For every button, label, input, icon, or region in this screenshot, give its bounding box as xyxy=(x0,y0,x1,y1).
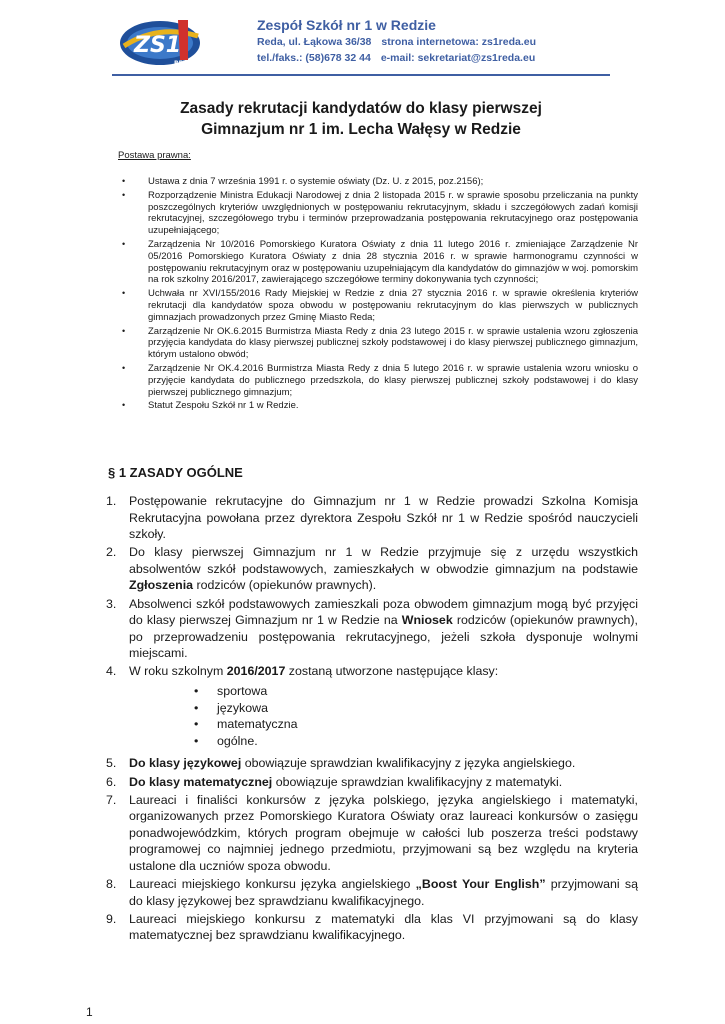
classes-list xyxy=(129,683,638,749)
letterhead xyxy=(257,16,536,66)
bullet-icon: • xyxy=(122,362,126,373)
school-name: Zespół Szkół nr 1 w Redzie xyxy=(257,17,436,33)
school-email: e-mail: sekretariat@zs1reda.eu xyxy=(380,52,536,64)
legal-basis-item: • Rozporządzenie Ministra Edukacji Narodowej z dnia 2 listopada 2015 r. w sprawie sposobu przeliczania na punkty poszczególnych kryteriów uwzględnionych w postępowaniu rekrutacyjnym, składu i szczegółowych zadań komisji rekrutacyjnej, szczegółowego trybu i terminów przeprowadzania postępowania rekrutacyjnego oraz postępowania uzupełniającego; xyxy=(122,189,638,237)
legal-basis-item: • Zarządzenie Nr OK.4.2016 Burmistrza Miasta Redy z dnia 5 lutego 2016 r. w sprawie ustalenia wzoru wniosku o przyjęcie kandydata do publicznego przedszkola, do klasy pierwszej publicznej szkoły podstawowej i do klasy pierwszej publicznego gimnazjum; xyxy=(122,362,638,398)
bullet-icon: • xyxy=(122,288,126,299)
school-website: strona internetowa: zs1reda.eu xyxy=(381,36,537,48)
bullet-icon: • xyxy=(122,238,126,249)
rule-item: 4. W roku szkolnym 2016/2017 zostaną utworzone następujące klasy: • sportowa • językowa • matematyczna • ogólne. xyxy=(129,663,638,749)
class-item: • matematyczna xyxy=(194,717,298,732)
rule-item: 2. Do klasy pierwszej Gimnazjum nr 1 w Redzie przyjmuje się z urzędu wszystkich absolwentów szkół podstawowych, zamieszkałych w obwodzie gimnazjum na podstawie Zgłoszenia rodziców (opiekunów prawnych). xyxy=(106,545,638,593)
bullet-icon: • xyxy=(194,717,199,732)
page-number: 1 xyxy=(86,1005,93,1019)
rule-item: 6. Do klasy matematycznej obowiązuje sprawdzian kwalifikacyjny z matematyki. xyxy=(106,774,563,789)
rule-item: 9. Laureaci miejskiego konkursu z matematyki dla klas VI przyjmowani są do klasy matematycznej bez sprawdzianu kwalifikacyjnego. xyxy=(106,911,638,943)
legal-basis-item: • Ustawa z dnia 7 września 1991 r. o systemie oświaty (Dz. U. z 2015, poz.2156); xyxy=(122,176,484,187)
class-item: • ogólne. xyxy=(194,733,258,748)
legal-basis-item: • Zarządzenia Nr 10/2016 Pomorskiego Kuratora Oświaty z dnia 11 lutego 2016 r. zmieniające Zarządzenie Nr 05/2016 Pomorskiego Kuratora Oświaty z dnia 28 stycznia 2016 r. w sprawie harmonogramu czynności w postępowaniu rekrutacyjnym oraz w postępowaniu uzupełniającym dla kandydatów do gimnazjów w woj. pomorskim na rok szkolny 2016/2017, zawierającego szczegółowe terminy dokonywania tych czynności; xyxy=(122,238,638,286)
section-heading: § 1 ZASADY OGÓLNE xyxy=(108,465,243,480)
bullet-icon: • xyxy=(194,733,199,748)
header-divider xyxy=(112,74,610,76)
school-phone: tel./faks.: (58)678 32 44 xyxy=(257,52,371,64)
school-address: Reda, ul. Łąkowa 36/38 xyxy=(257,36,372,48)
rule-item: 8. Laureaci miejskiego konkursu języka angielskiego „Boost Your English” przyjmowani są do klasy językowej bez sprawdzianu kwalifikacyjnego. xyxy=(106,877,639,908)
title-line-1: Zasady rekrutacji kandydatów do klasy pierwszej xyxy=(180,100,542,117)
legal-basis-label: Postawa prawna: xyxy=(118,150,191,161)
bullet-icon: • xyxy=(194,700,199,715)
rule-item: 5. Do klasy językowej obowiązuje sprawdzian kwalifikacyjny z języka angielskiego. xyxy=(106,756,576,771)
rule-item: 7. Laureaci i finaliści konkursów z języka polskiego, języka angielskiego i matematyki, organizowanych przez Pomorskiego Kuratora Oświaty oraz laureaci konkursów o zasięgu ponadwojewódzkim, których program obejmuje w całości lub poszerza treści podstawy programowej co najmniej jednego przedmiotu, przyjmowani są bez względu na kryteria ustalone dla uczniów spoza obwodu. xyxy=(106,792,638,873)
logo-mark-subtext: REDA xyxy=(174,60,193,67)
rule-item: 1. Postępowanie rekrutacyjne do Gimnazjum nr 1 w Redzie prowadzi Szkolna Komisja Rekrutacyjna powołana przez dyrektora Zespołu Szkół nr 1 w Redzie spośród nauczycieli szkoły. xyxy=(106,494,638,542)
rule-item: 3. Absolwenci szkół podstawowych zamieszkali poza obwodem gimnazjum mogą być przyjęci do klasy pierwszej Gimnazjum nr 1 w Redzie na Wniosek rodziców (opiekunów prawnych), po przeprowadzeniu postępowania rekrutacyjnego, jeżeli szkoła dysponuje wolnymi miejscami. xyxy=(106,596,638,661)
bullet-icon: • xyxy=(194,684,199,699)
rules-list xyxy=(0,493,725,945)
class-item: • sportowa xyxy=(194,684,268,699)
document-title xyxy=(112,98,610,140)
bullet-icon: • xyxy=(122,400,126,411)
bullet-icon: • xyxy=(122,325,126,336)
legal-basis-item: • Uchwała nr XVI/155/2016 Rady Miejskiej w Redzie z dnia 27 stycznia 2016 r. w sprawie określenia kryteriów rekrutacji dla kandydatów spoza obwodu w postępowaniu rekrutacyjnym do klas pierwszych w publicznych gimnazjach prowadzonych przez Gminę Miasto Reda; xyxy=(122,288,638,323)
bullet-icon: • xyxy=(122,189,126,200)
school-logo xyxy=(118,16,202,68)
legal-basis-item: • Zarządzenie Nr OK.6.2015 Burmistrza Miasta Redy z dnia 23 lutego 2015 r. w sprawie ustalenia wzoru zgłoszenia przyjęcia kandydata do klasy pierwszej publicznej szkoły podstawowej i do klasy pierwszej publicznego gimnazjum, którym ustalono obwód; xyxy=(122,325,638,361)
class-item: • językowa xyxy=(194,700,268,715)
legal-basis-list xyxy=(0,176,725,414)
bullet-icon: • xyxy=(122,176,126,186)
logo-mark-text: ZS1 xyxy=(134,33,182,58)
title-line-2: Gimnazjum nr 1 im. Lecha Wałęsy w Redzie xyxy=(201,121,521,138)
legal-basis-item: • Statut Zespołu Szkół nr 1 w Redzie. xyxy=(122,400,299,412)
